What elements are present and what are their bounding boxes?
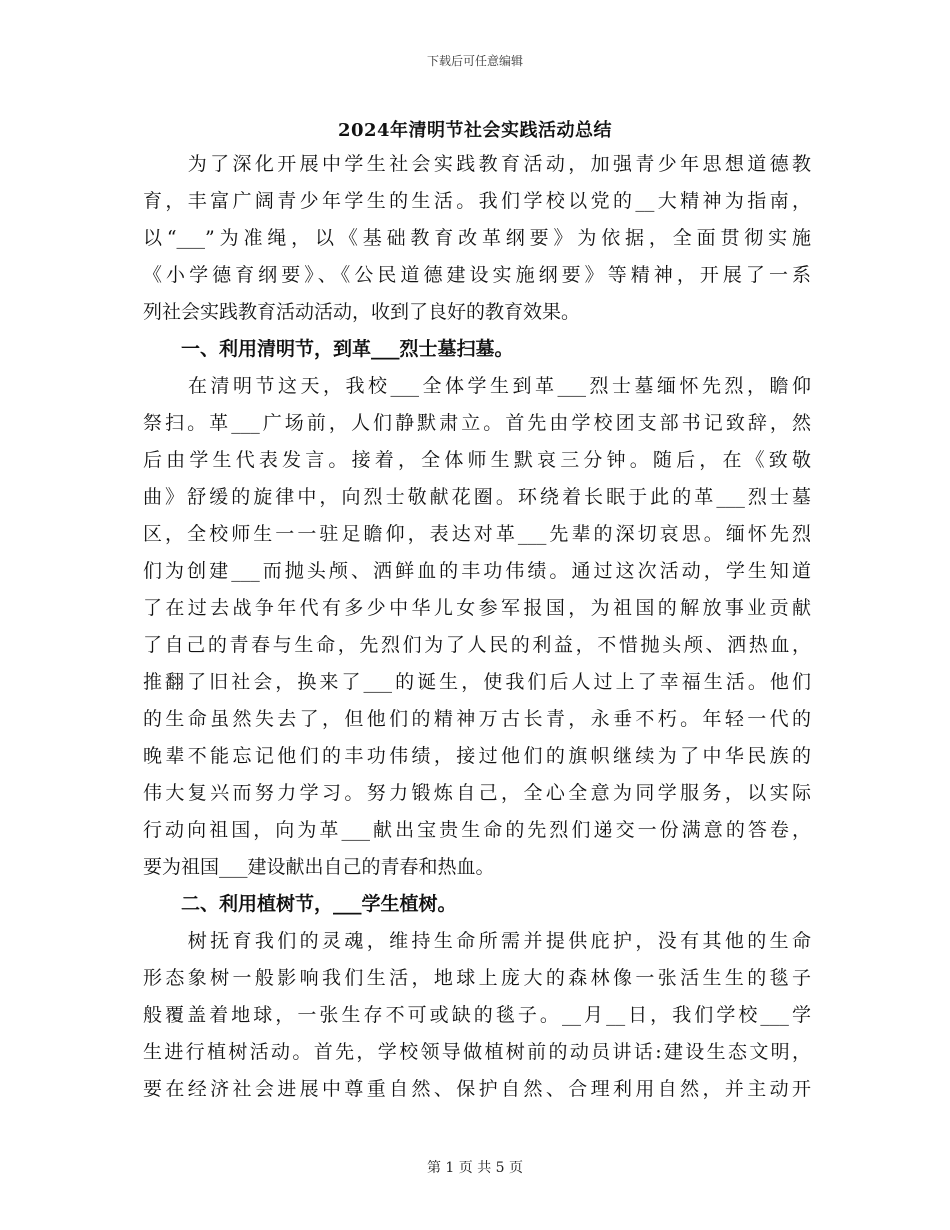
body-line: 要为祖国___建设献出自己的青春和热血。 bbox=[143, 856, 495, 878]
body-line: 列社会实践教育活动活动，收到了良好的教育效果。 bbox=[143, 301, 581, 323]
body-line: 生进行植树活动。首先，学校领导做植树前的动员讲话:建设生态文明， bbox=[143, 1041, 811, 1063]
page-number: 第 1 页 共 5 页 bbox=[426, 1160, 524, 1176]
body-line: 祭扫。革___广场前，人们静默肃立。首先由学校团支部书记致辞，然 bbox=[143, 412, 811, 434]
document-title: 2024年清明节社会实践活动总结 bbox=[337, 120, 613, 141]
body-line: 行动向祖国，向为革___献出宝贵生命的先烈们递交一份满意的答卷， bbox=[143, 819, 811, 841]
body-line: 要在经济社会进展中尊重自然、保护自然、合理利用自然，并主动开 bbox=[143, 1078, 811, 1100]
body-line: 晚辈不能忘记他们的丰功伟绩，接过他们的旗帜继续为了中华民族的 bbox=[143, 745, 811, 767]
body-line: 般覆盖着地球，一张生存不可或缺的毯子。__月__日，我们学校___学 bbox=[143, 1004, 811, 1026]
body-line: 们为创建___而抛头颅、洒鲜血的丰功伟绩。通过这次活动，学生知道 bbox=[143, 560, 811, 582]
body-line: 形态象树一般影响我们生活，地球上庞大的森林像一张活生生的毯子 bbox=[143, 967, 811, 989]
body-line: 后由学生代表发言。接着，全体师生默哀三分钟。随后，在《致敬 bbox=[143, 449, 811, 471]
body-line: 区，全校师生一一驻足瞻仰，表达对革___先辈的深切哀思。缅怀先烈 bbox=[143, 523, 811, 545]
body-line: 在清明节这天，我校___全体学生到革___烈士墓缅怀先烈，瞻仰 bbox=[143, 375, 811, 397]
body-line: 《小学德育纲要》、《公民道德建设实施纲要》等精神，开展了一系 bbox=[143, 264, 811, 286]
body-line: 了自己的青春与生命，先烈们为了人民的利益，不惜抛头颅、洒热血， bbox=[143, 634, 811, 656]
body-line: 了在过去战争年代有多少中华儿女参军报国，为祖国的解放事业贡献 bbox=[143, 597, 811, 619]
header-note: 下载后可任意编辑 bbox=[426, 54, 523, 68]
section-heading-2: 二、利用植树节，___学生植树。 bbox=[143, 893, 457, 915]
body-line: 为了深化开展中学生社会实践教育活动，加强青少年思想道德教 bbox=[143, 153, 811, 175]
body-line: 育，丰富广阔青少年学生的生活。我们学校以党的__大精神为指南， bbox=[143, 190, 811, 212]
section-heading-1: 一、利用清明节，到革___烈士墓扫墓。 bbox=[143, 338, 514, 360]
body-line: 树抚育我们的灵魂，维持生命所需并提供庇护，没有其他的生命 bbox=[143, 930, 811, 952]
body-line: 的生命虽然失去了，但他们的精神万古长青，永垂不朽。年轻一代的 bbox=[143, 708, 811, 730]
body-line: 伟大复兴而努力学习。努力锻炼自己，全心全意为同学服务，以实际 bbox=[143, 782, 811, 804]
body-line: 推翻了旧社会，换来了___的诞生，使我们后人过上了幸福生活。他们 bbox=[143, 671, 811, 693]
body-line: 曲》舒缓的旋律中，向烈士敬献花圈。环绕着长眠于此的革___烈士墓 bbox=[143, 486, 811, 508]
document-body bbox=[143, 146, 811, 1108]
body-line: 以“___”为准绳，以《基础教育改革纲要》为依据，全面贯彻实施 bbox=[143, 227, 811, 249]
